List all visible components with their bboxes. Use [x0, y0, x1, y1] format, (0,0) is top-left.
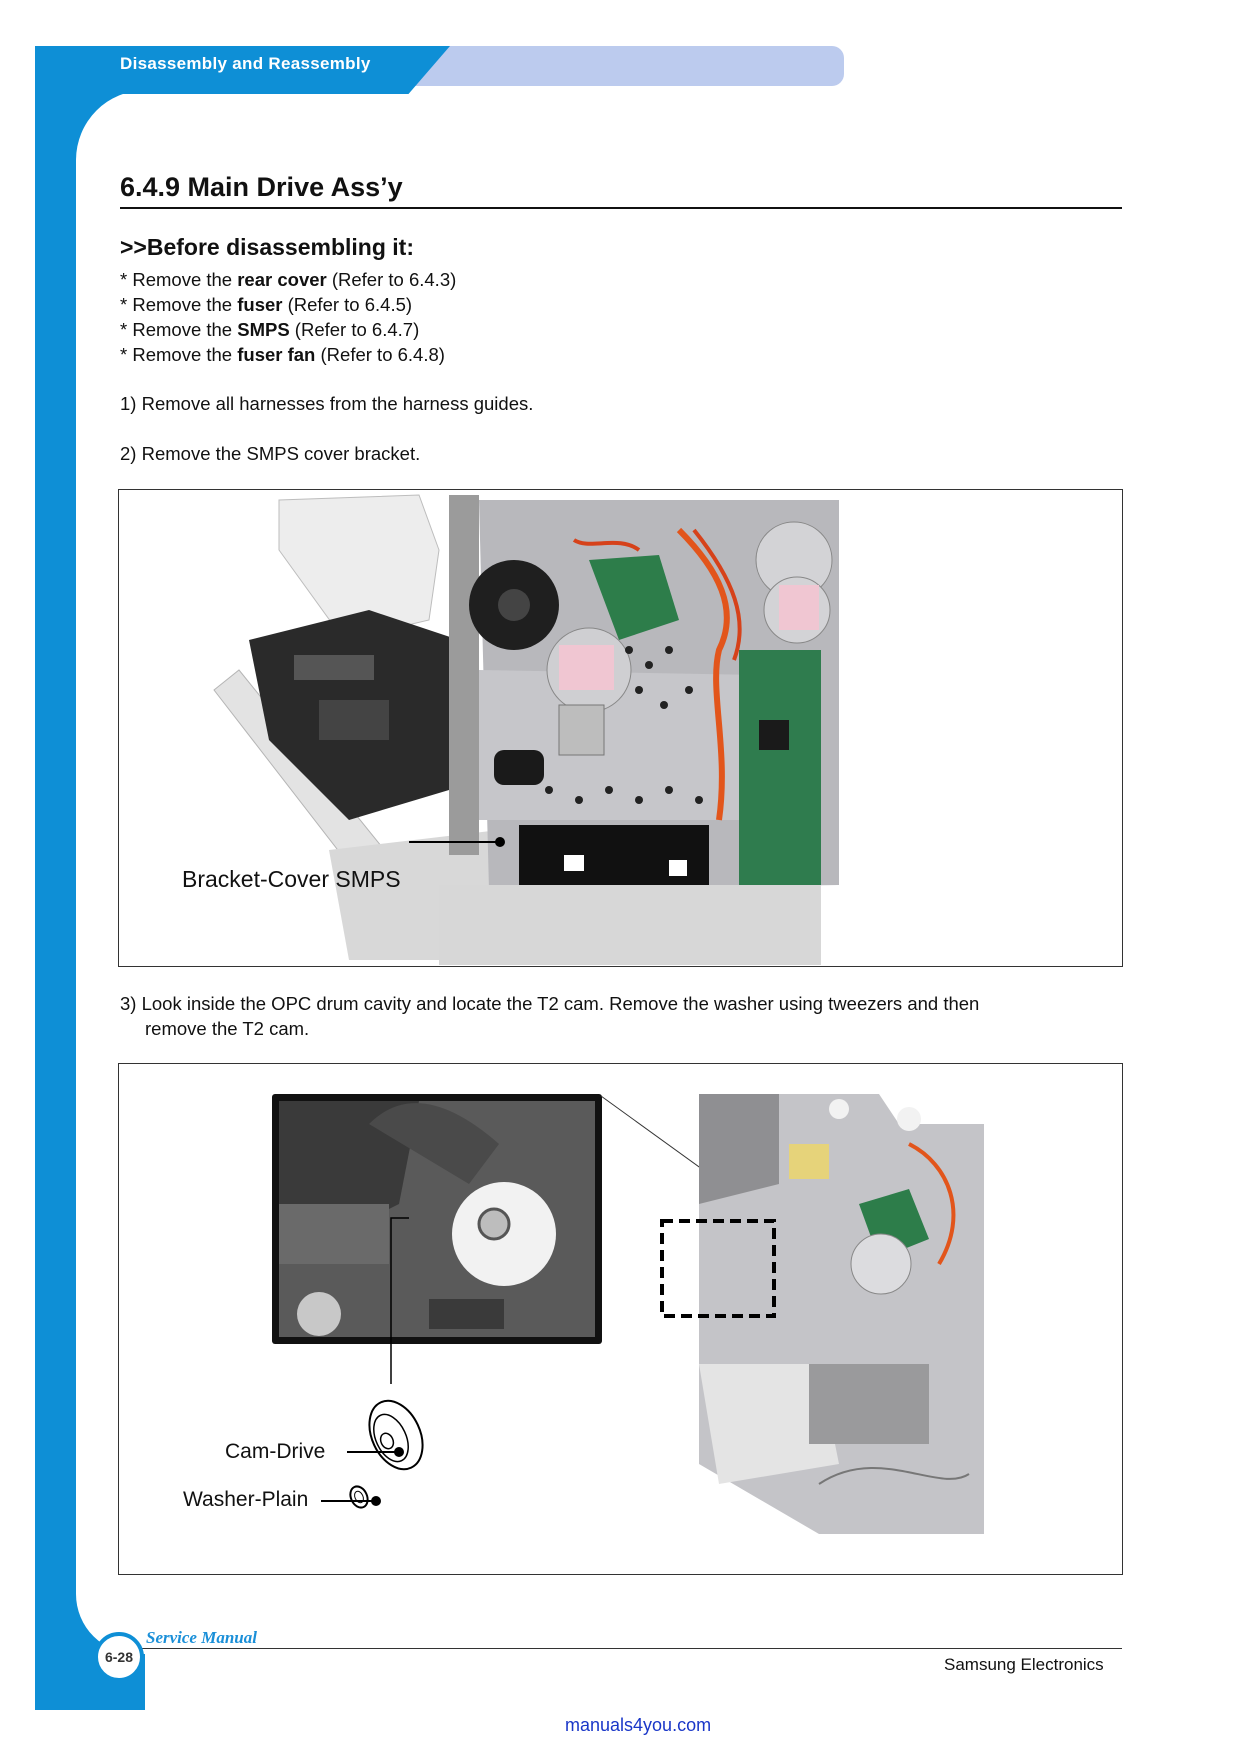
section-header: Disassembly and Reassembly — [120, 54, 371, 73]
label-bracket-cover-smps: Bracket-Cover SMPS — [182, 866, 401, 892]
page-number-text: 6-28 — [104, 1649, 134, 1665]
footer-company: Samsung Electronics — [944, 1655, 1104, 1674]
step-2: 2) Remove the SMPS cover bracket. — [120, 443, 421, 464]
step-3-line-1: 3) Look inside the OPC drum cavity and locate the T2 cam. Remove the washer using tweezers and then — [120, 993, 980, 1014]
label-cam-drive: Cam-Drive — [225, 1440, 326, 1463]
prerequisite-list — [120, 267, 456, 367]
footer-divider — [140, 1648, 1122, 1649]
page-number — [94, 1632, 144, 1682]
step-3-line-2: remove the T2 cam. — [145, 1018, 310, 1039]
prereq-item: * Remove the fuser fan (Refer to 6.4.8) — [120, 344, 445, 365]
title-divider — [120, 207, 1122, 209]
label-washer-plain: Washer-Plain — [183, 1488, 309, 1511]
step-3 — [120, 991, 1120, 1041]
step-1: 1) Remove all harnesses from the harness guides. — [120, 393, 534, 414]
source-link[interactable]: manuals4you.com — [565, 1715, 712, 1735]
page-title: 6.4.9 Main Drive Ass’y — [120, 172, 403, 202]
figure-1-frame — [118, 489, 1123, 967]
before-heading: >>Before disassembling it: — [120, 234, 414, 260]
figure-1-photo — [119, 490, 1122, 966]
prereq-item: * Remove the fuser (Refer to 6.4.5) — [120, 294, 413, 315]
prereq-item: * Remove the rear cover (Refer to 6.4.3) — [120, 269, 457, 290]
prereq-item: * Remove the SMPS (Refer to 6.4.7) — [120, 319, 420, 340]
footer-manual: Service Manual — [146, 1628, 257, 1647]
figure-2-frame — [118, 1063, 1123, 1575]
